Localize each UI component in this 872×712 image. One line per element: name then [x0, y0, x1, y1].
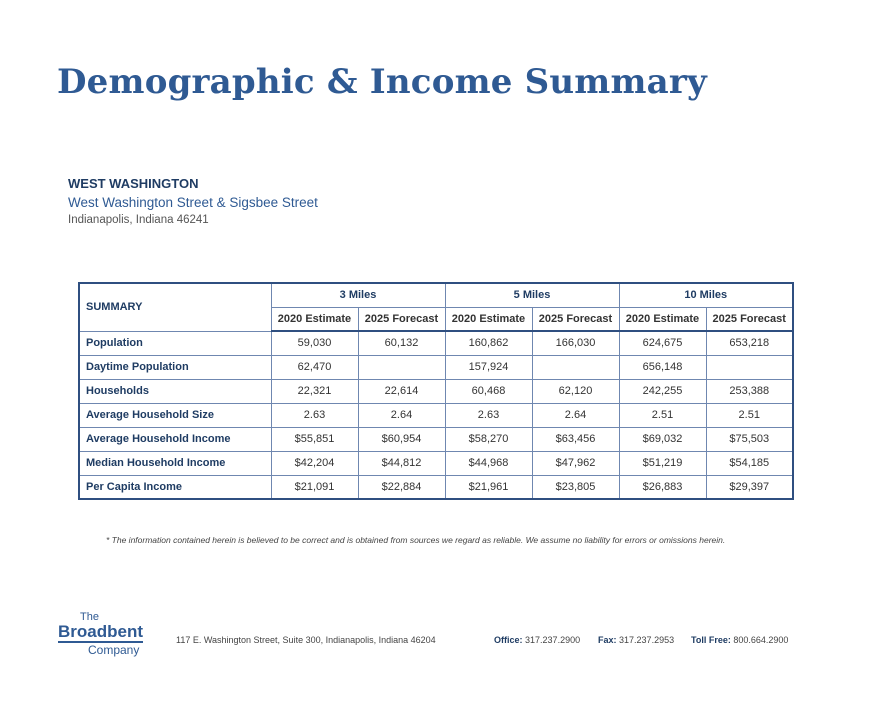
- disclaimer: * The information contained herein is believed to be correct and is obtained from sources we regard as reliable. We assume no liability for errors or omissions herein.: [106, 535, 726, 545]
- row-label: Per Capita Income: [79, 475, 271, 499]
- footer-office: [494, 635, 580, 645]
- logo-brand: Broadbent: [58, 622, 143, 641]
- table-cell: $29,397: [706, 475, 793, 499]
- column-header: 2020 Estimate: [619, 307, 706, 331]
- row-label: Average Household Size: [79, 403, 271, 427]
- table-cell: 2.64: [358, 403, 445, 427]
- table-cell: $22,884: [358, 475, 445, 499]
- table-cell: $51,219: [619, 451, 706, 475]
- row-label: Median Household Income: [79, 451, 271, 475]
- table-cell: $60,954: [358, 427, 445, 451]
- company-logo: [58, 612, 148, 657]
- table-cell: $21,091: [271, 475, 358, 499]
- footer-fax: [598, 635, 674, 645]
- table-body: [79, 331, 793, 499]
- table-cell: 653,218: [706, 331, 793, 355]
- column-header: 2025 Forecast: [358, 307, 445, 331]
- location-block: [68, 176, 318, 226]
- table-cell: 253,388: [706, 379, 793, 403]
- table-cell: 242,255: [619, 379, 706, 403]
- row-label: Population: [79, 331, 271, 355]
- row-label: Daytime Population: [79, 355, 271, 379]
- table-cell: $55,851: [271, 427, 358, 451]
- table-cell: 624,675: [619, 331, 706, 355]
- footer-toll-label: Toll Free:: [691, 635, 731, 645]
- footer-address: 117 E. Washington Street, Suite 300, Indianapolis, Indiana 46204: [176, 635, 436, 645]
- table-cell: 2.63: [271, 403, 358, 427]
- table-cell: $44,812: [358, 451, 445, 475]
- table-cell: $21,961: [445, 475, 532, 499]
- table-cell: 656,148: [619, 355, 706, 379]
- table-row: [79, 379, 793, 403]
- table-cell: 59,030: [271, 331, 358, 355]
- table-cell: $26,883: [619, 475, 706, 499]
- table-cell: 157,924: [445, 355, 532, 379]
- table-cell: [706, 355, 793, 379]
- location-name: WEST WASHINGTON: [68, 176, 199, 191]
- column-header: 2020 Estimate: [271, 307, 358, 331]
- table-cell: 22,614: [358, 379, 445, 403]
- radius-header-10mi: 10 Miles: [619, 283, 793, 307]
- table-cell: 2.51: [619, 403, 706, 427]
- table-cell: $69,032: [619, 427, 706, 451]
- page-title: Demographic & Income Summary: [57, 62, 707, 102]
- table-cell: $63,456: [532, 427, 619, 451]
- row-label: Average Household Income: [79, 427, 271, 451]
- table-cell: $54,185: [706, 451, 793, 475]
- table-cell: 2.51: [706, 403, 793, 427]
- table-cell: 2.64: [532, 403, 619, 427]
- radius-header-5mi: 5 Miles: [445, 283, 619, 307]
- table-cell: 60,468: [445, 379, 532, 403]
- table-cell: 62,120: [532, 379, 619, 403]
- table-cell: 62,470: [271, 355, 358, 379]
- footer-toll-free: [691, 635, 788, 645]
- summary-table: [78, 282, 794, 500]
- table-cell: [532, 355, 619, 379]
- table-cell: $23,805: [532, 475, 619, 499]
- footer-fax-label: Fax:: [598, 635, 617, 645]
- table-cell: 22,321: [271, 379, 358, 403]
- table-row: [79, 475, 793, 499]
- row-label: Households: [79, 379, 271, 403]
- footer-office-label: Office:: [494, 635, 523, 645]
- table-cell: [358, 355, 445, 379]
- table-cell: 166,030: [532, 331, 619, 355]
- location-street: West Washington Street & Sigsbee Street: [68, 195, 318, 210]
- summary-header: SUMMARY: [79, 283, 271, 331]
- table-row: [79, 355, 793, 379]
- table-cell: 160,862: [445, 331, 532, 355]
- footer-office-number: 317.237.2900: [525, 635, 581, 645]
- table-cell: 2.63: [445, 403, 532, 427]
- column-header: 2020 Estimate: [445, 307, 532, 331]
- logo-the: The: [80, 611, 99, 623]
- table-row: [79, 403, 793, 427]
- logo-company: Company: [88, 643, 140, 657]
- radius-header-3mi: 3 Miles: [271, 283, 445, 307]
- location-city: Indianapolis, Indiana 46241: [68, 214, 209, 226]
- table-cell: $58,270: [445, 427, 532, 451]
- table-row: [79, 427, 793, 451]
- table-cell: 60,132: [358, 331, 445, 355]
- table-row: [79, 331, 793, 355]
- table-cell: $44,968: [445, 451, 532, 475]
- column-header: 2025 Forecast: [532, 307, 619, 331]
- table-cell: $42,204: [271, 451, 358, 475]
- table-cell: $47,962: [532, 451, 619, 475]
- table-cell: $75,503: [706, 427, 793, 451]
- table-row: [79, 451, 793, 475]
- footer-fax-number: 317.237.2953: [619, 635, 675, 645]
- footer-toll-number: 800.664.2900: [733, 635, 789, 645]
- column-header: 2025 Forecast: [706, 307, 793, 331]
